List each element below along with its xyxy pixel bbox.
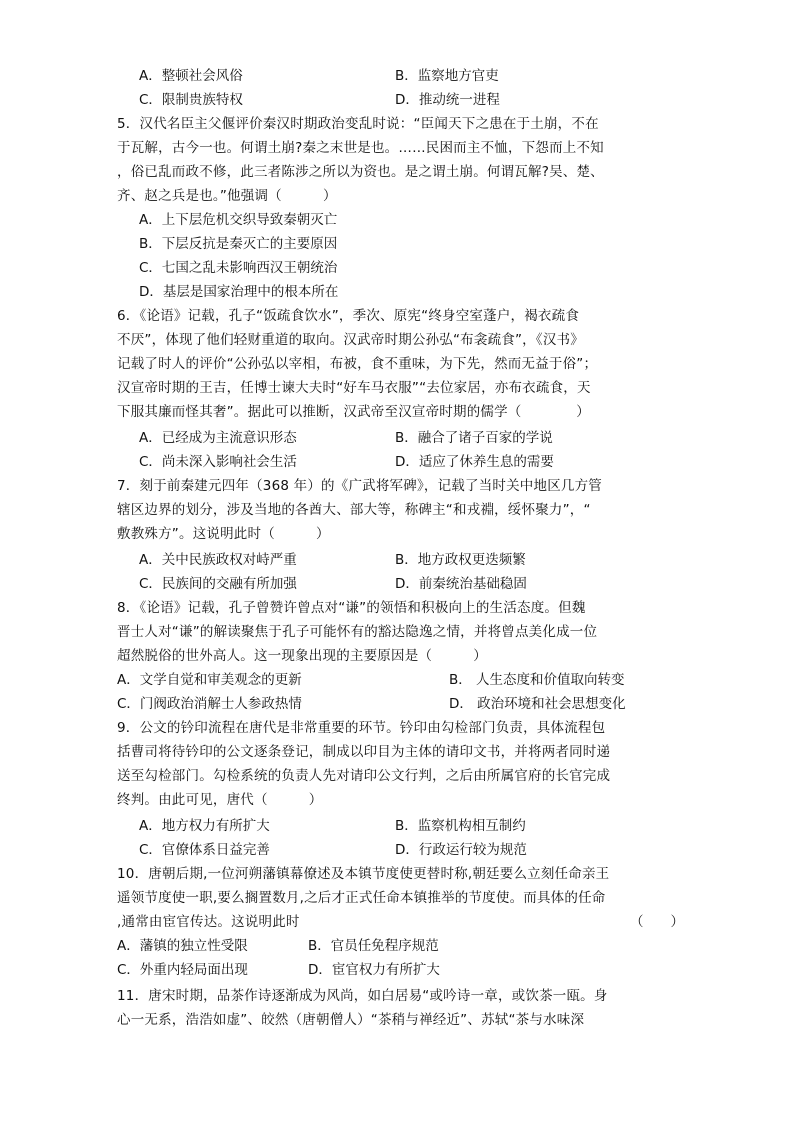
q5-option-d: D．基层是国家治理中的根本所在 — [139, 284, 339, 300]
q8-option-b: B． 人生态度和价值取向转变 — [449, 672, 625, 688]
q6-stem-line: 记载了时人的评价“公孙弘以宰相，布被，食不重味，为下先，然而无益于俗”； — [117, 356, 598, 372]
q8-stem-line: 晋士人对“谦”的解读聚焦于孔子可能怀有的豁达隐逸之情，并将曾点美化成一位 — [117, 624, 598, 640]
q6-option-d: D．适应了休养生息的需要 — [395, 454, 554, 470]
q7-option-d: D．前秦统治基础稳固 — [395, 576, 527, 592]
q6-option-b: B．融合了诸子百家的学说 — [395, 430, 553, 446]
q5-stem-line: 齐、赵之兵是也。”他强调（ ） — [117, 188, 337, 204]
q5-option-c: C．七国之乱未影响西汉王朝统治 — [139, 260, 338, 276]
q7-option-c: C．民族间的交融有所加强 — [139, 576, 297, 592]
q6-option-c: C．尚未深入影响社会生活 — [139, 454, 297, 470]
q10-answer-paren: （ ） — [630, 914, 684, 930]
q10-stem-line: ,通常由宦官传达。这说明此时 — [117, 914, 300, 930]
q6-stem-line: 汉宣帝时期的王吉，任博士谏大夫时“好车马衣服”“去位家居，亦布衣疏食，天 — [117, 380, 591, 396]
q8-stem-line: 8．《论语》记载，孔子曾赞许曾点对“谦”的领悟和积极向上的生活态度。但魏 — [117, 600, 586, 616]
q9-stem-line: 括曹司将待钤印的公文逐条登记，制成以印目为主体的请印文书，并将两者同时递 — [117, 744, 611, 760]
q11-stem-line: 11．唐宋时期，品茶作诗逐渐成为风尚，如白居易“或吟诗一章，或饮茶一瓯。身 — [117, 988, 608, 1004]
q10-stem-line: 遥领节度使一职,要么搁置数月,之后才正式任命本镇推举的节度使。而具体的任命 — [117, 890, 606, 906]
q9-option-d: D．行政运行较为规范 — [395, 842, 527, 858]
q5-stem-line: ，俗已乱而政不修，此三者陈涉之所以为资也。是之谓土崩。何谓瓦解?吴、楚、 — [117, 164, 604, 180]
q7-stem-line: 敷教殊方”。这说明此时（ ） — [117, 526, 330, 542]
q6-stem-line: 6．《论语》记载，孔子“饭疏食饮水”，季次、原宪“终身空室蓬户，褐衣疏食 — [117, 308, 580, 324]
q9-stem-line: 9．公文的钤印流程在唐代是非常重要的环节。钤印由勾检部门负责，具体流程包 — [117, 720, 606, 736]
q10-option-a: A．藩镇的独立性受限 — [117, 938, 248, 954]
q5-stem-line: 5．汉代名臣主父偃评价秦汉时期政治变乱时说：“臣闻天下之患在于土崩，不在 — [117, 116, 599, 132]
q9-option-b: B．监察机构相互制约 — [395, 818, 526, 834]
q4-option-c: C．限制贵族特权 — [139, 92, 243, 108]
q9-stem-line: 终判。由此可见，唐代（ ） — [117, 792, 323, 808]
q7-option-b: B．地方政权更迭频繁 — [395, 552, 526, 568]
q10-option-c: C．外重内轻局面出现 — [117, 962, 248, 978]
q5-option-b: B．下层反抗是秦灭亡的主要原因 — [139, 236, 338, 252]
q7-option-a: A．关中民族政权对峙严重 — [139, 552, 297, 568]
q4-option-b: B．监察地方官吏 — [395, 68, 499, 84]
q9-stem-line: 送至勾检部门。勾检系统的负责人先对请印公文行判，之后由所属官府的长官完成 — [117, 768, 611, 784]
q6-stem-line: 不厌”，体现了他们轻财重道的取向。汉武帝时期公孙弘“布衾疏食”，《汉书》 — [117, 332, 584, 348]
q8-option-c: C．门阀政治消解士人参政热情 — [117, 696, 302, 712]
q8-stem-line: 超然脱俗的世外高人。这一现象出现的主要原因是（ ） — [117, 648, 487, 664]
q4-option-a: A．整顿社会风俗 — [139, 68, 243, 84]
q11-stem-line: 心一无系，浩浩如虚”、皎然（唐朝僧人）“茶稍与禅经近”、苏轼“茶与水味深 — [117, 1012, 585, 1028]
q8-option-d: D． 政治环境和社会思想变化 — [449, 696, 626, 712]
q5-option-a: A．上下层危机交织导致秦朝灭亡 — [139, 212, 338, 228]
q7-stem-line: 7．刻于前秦建元四年（368 年）的《广武将军碑》，记载了当时关中地区几方管 — [117, 478, 602, 494]
q9-option-a: A．地方权力有所扩大 — [139, 818, 270, 834]
q10-option-d: D．宦官权力有所扩大 — [308, 962, 440, 978]
q10-stem-line: 10．唐朝后期,一位河朔藩镇幕僚述及本镇节度使更替时称,朝廷要么立刻任命亲王 — [117, 866, 610, 882]
q6-stem-line: 下服其廉而怪其奢”。据此可以推断，汉武帝至汉宣帝时期的儒学（ ） — [117, 404, 590, 420]
q10-option-b: B．官员任免程序规范 — [308, 938, 439, 954]
q8-option-a: A．文学自觉和审美观念的更新 — [117, 672, 302, 688]
q4-option-d: D．推动统一进程 — [395, 92, 500, 108]
q9-option-c: C．官僚体系日益完善 — [139, 842, 270, 858]
q7-stem-line: 辖区边界的划分，涉及当地的各酋大、部大等，称碑主“和戎䄗，绥怀聚力”，“ — [117, 502, 591, 518]
q6-option-a: A．已经成为主流意识形态 — [139, 430, 297, 446]
q5-stem-line: 于瓦解，古今一也。何谓土崩?秦之末世是也。……民困而主不恤，下怨而上不知 — [117, 140, 604, 156]
